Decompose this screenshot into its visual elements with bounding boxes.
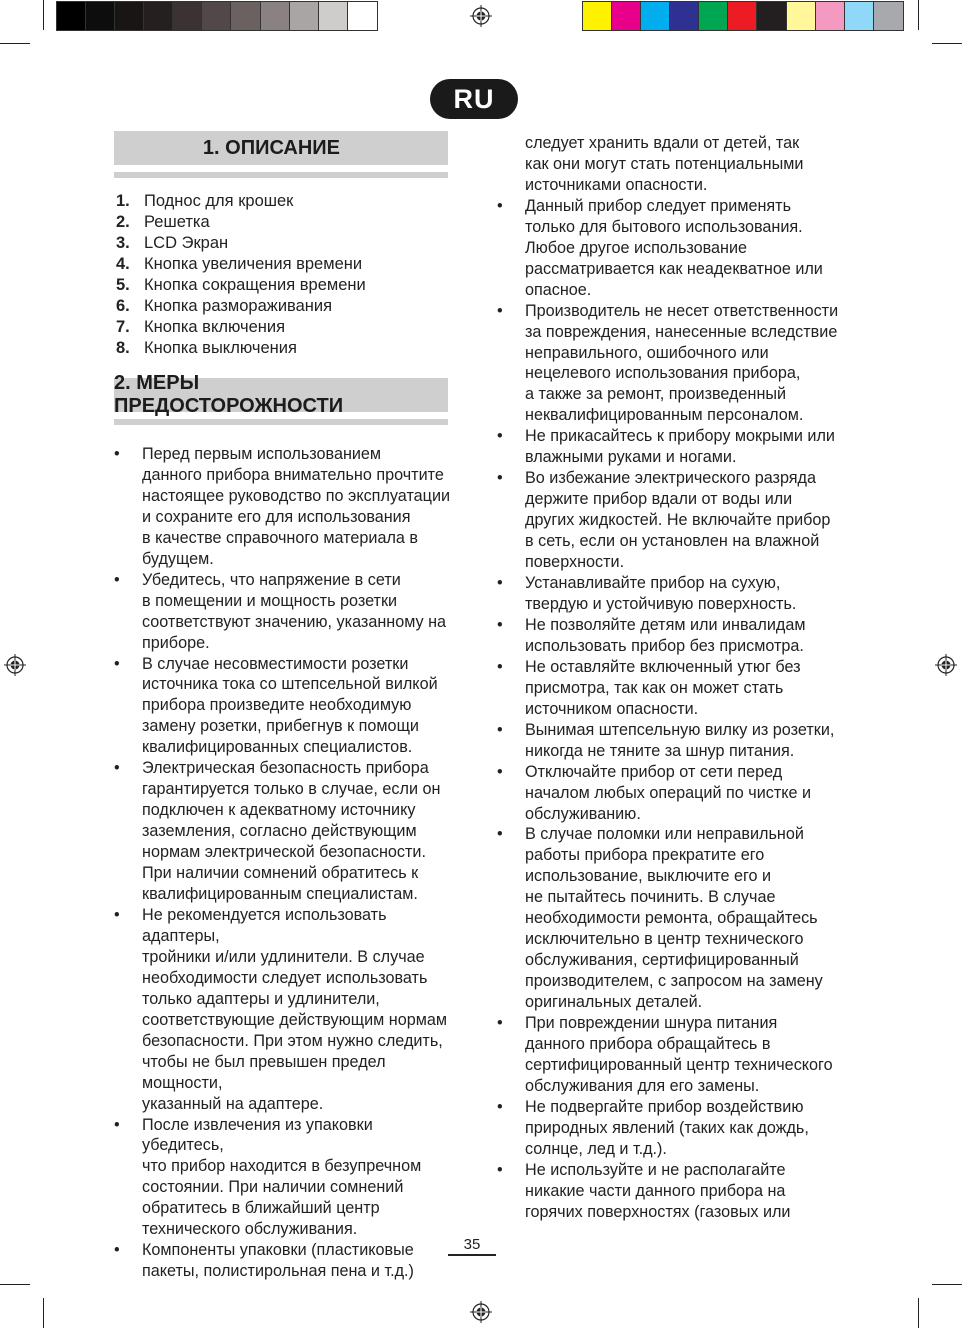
parts-list-item [116,317,366,338]
precaution-item: • Компоненты упаковки (пластиковые пакеты, полистирольная пена и т.д.) [114,1240,459,1282]
crop-mark [0,43,30,44]
language-badge: RU [430,79,518,119]
color-swatch [787,2,816,30]
registration-mark-icon [470,5,492,27]
precaution-item: • Не прикасайтесь к прибору мокрыми или влажными руками и ногами. [497,426,842,468]
crop-mark [43,0,44,30]
parts-list-item [116,275,366,296]
color-calibration-bar [582,1,904,31]
item-label: Решетка [144,213,210,231]
crop-mark [932,43,962,44]
color-swatch [757,2,786,30]
color-swatch [670,2,699,30]
gray-swatch [261,2,290,30]
registration-mark-icon [935,654,957,676]
item-number: 3. [116,234,130,252]
page-number-underline [448,1254,496,1256]
precaution-item: • Не подвергайте прибор воздействию природных явлений (таких как дождь, солнце, лед и т.д.). [497,1097,842,1160]
precaution-item: • Не оставляйте включенный утюг без присмотра, так как он может стать источником опасности. [497,657,842,720]
precaution-item: • При повреждении шнура питания данного прибора обращайтесь в сертифицированный центр технического обслуживания для его замены. [497,1013,842,1097]
precaution-item: • Во избежание электрического разряда держите прибор вдали от воды или других жидкостей. Не включайте прибор в сеть, если он установлен на влажной поверхности. [497,468,842,573]
precaution-item: • Производитель не несет ответственности за повреждения, нанесенные вследствие неправильного, ошибочного или нецелевого использования прибора, а также за ремонт, произведенный неквалифицированным персоналом. [497,301,842,427]
item-number: 4. [116,255,130,273]
precaution-item: • Не позволяйте детям или инвалидам использовать прибор без присмотра. [497,615,842,657]
item-number: 5. [116,276,130,294]
parts-list [116,191,366,359]
parts-list-item [116,338,366,359]
section-header-description [114,131,448,178]
item-label: Кнопка увеличения времени [144,255,363,273]
precaution-item: • Данный прибор следует применять только для бытового использования. Любое другое использование рассматривается как неадекватное или опасное. [497,196,842,301]
precautions-list-left [114,444,459,1282]
item-number: 7. [116,318,130,336]
color-swatch [874,2,903,30]
precaution-item: • Электрическая безопасность прибора гарантируется только в случае, если он подключен к адекватному источнику заземления, согласно действующим нормам электрической безопасности. При наличии сомнений обратитесь к квалифицированным специалистам. [114,758,459,905]
precaution-item: • Не используйте и не располагайте никакие части данного прибора на горячих поверхностях (газовых или [497,1160,842,1223]
color-swatch [728,2,757,30]
color-swatch [699,2,728,30]
precaution-item: • Перед первым использованием данного прибора внимательно прочтите настоящее руководство по эксплуатации и сохраните его для использования в качестве справочного материала в будущем. [114,444,459,570]
gray-swatch [86,2,115,30]
section-header-precautions [114,372,448,425]
crop-mark [43,1298,44,1328]
gray-swatch [57,2,86,30]
item-number: 2. [116,213,130,231]
precautions-list-right [497,133,842,1223]
item-label: Кнопка сокращения времени [144,276,366,294]
precaution-item: • Вынимая штепсельную вилку из розетки, никогда не тяните за шнур питания. [497,720,842,762]
continuation-text: следует хранить вдали от детей, так как они могут стать потенциальными источниками опасности. [525,134,804,194]
gray-swatch [173,2,202,30]
registration-mark-icon [4,654,26,676]
item-label: Кнопка размораживания [144,297,333,315]
color-swatch [612,2,641,30]
item-number: 1. [116,192,130,210]
precaution-item: • В случае поломки или неправильной работы прибора прекратите его использование, выключите его и не пытайтесь починить. В случае необходимости ремонта, обращайтесь исключительно в центр технического обслуживания, сертифицированный производителем, с запросом на замену оригинальных деталей. [497,824,842,1013]
section-divider [114,419,448,425]
precaution-item: • Отключайте прибор от сети перед началом любых операций по чистке и обслуживанию. [497,762,842,825]
gray-swatch [348,2,377,30]
parts-list-item [116,191,366,212]
color-swatch [583,2,612,30]
item-label: Поднос для крошек [144,192,294,210]
item-number: 8. [116,339,130,357]
precaution-item: • После извлечения из упаковки убедитесь, что прибор находится в безупречном состоянии. При наличии сомнений обратитесь в ближайший центр технического обслуживания. [114,1115,459,1241]
section-divider [114,172,448,178]
page-number: 35 [463,1236,481,1253]
precaution-item: • Устанавливайте прибор на сухую, твердую и устойчивую поверхность. [497,573,842,615]
color-swatch [845,2,874,30]
item-label: LCD Экран [144,234,229,252]
gray-swatch [144,2,173,30]
registration-mark-icon [470,1301,492,1323]
grayscale-calibration-bar [56,1,378,31]
parts-list-item [116,296,366,317]
parts-list-item [116,254,366,275]
section-title: 2. МЕРЫ ПРЕДОСТОРОЖНОСТИ [114,378,448,412]
precaution-item: • В случае несовместимости розетки источника тока со штепсельной вилкой прибора произведите необходимую замену розетки, прибегнув к помощи квалифицированных специалистов. [114,654,459,759]
parts-list-item [116,212,366,233]
item-number: 6. [116,297,130,315]
parts-list-item [116,233,366,254]
item-label: Кнопка включения [144,318,286,336]
color-swatch [641,2,670,30]
color-swatch [816,2,845,30]
gray-swatch [202,2,231,30]
item-label: Кнопка выключения [144,339,297,357]
crop-mark [0,1284,30,1285]
gray-swatch [115,2,144,30]
gray-swatch [319,2,348,30]
crop-mark [918,1298,919,1328]
precaution-item: • Убедитесь, что напряжение в сети в помещении и мощность розетки соответствуют значению, указанному на приборе. [114,570,459,654]
gray-swatch [290,2,319,30]
precaution-item: • Не рекомендуется использовать адаптеры, тройники и/или удлинители. В случае необходимости следует использовать только адаптеры и удлинители, соответствующие действующим нормам безопасности. При этом нужно следить, чтобы не был превышен предел мощности, указанный на адаптере. [114,905,459,1115]
crop-mark [932,1284,962,1285]
gray-swatch [231,2,260,30]
crop-mark [918,0,919,30]
section-title: 1. ОПИСАНИЕ [114,131,448,165]
